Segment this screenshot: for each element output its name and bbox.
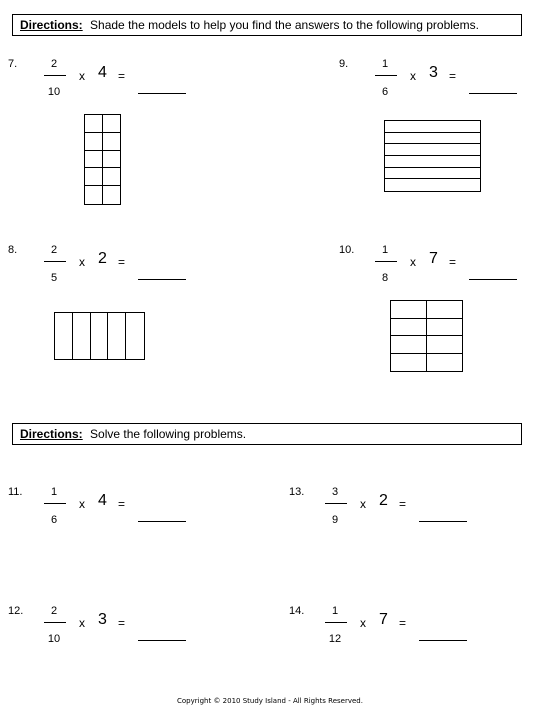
multiplier: 4 [98,492,107,509]
times-sign: x [79,255,85,269]
fraction-numerator: 1 [381,58,389,70]
model-cell[interactable] [427,354,463,372]
fraction-bar [375,261,397,262]
fraction-model-10[interactable] [390,300,463,372]
model-cell[interactable] [85,186,103,204]
problem-number: 8. [8,244,18,256]
model-cell[interactable] [385,168,480,180]
problem-number: 11. [8,486,23,498]
answer-line[interactable] [138,279,186,280]
equals-sign: = [118,497,126,511]
problem-number: 7. [8,58,18,70]
equals-sign: = [399,616,407,630]
fraction-numerator: 3 [331,486,339,498]
answer-line[interactable] [419,521,467,522]
fraction-bar [44,75,66,76]
answer-line[interactable] [419,640,467,641]
model-cell[interactable] [73,313,91,359]
model-cell[interactable] [427,336,463,354]
directions-text: Solve the following problems. [90,427,247,441]
fraction-bar [375,75,397,76]
directions-box-2 [12,423,522,445]
model-cell[interactable] [91,313,109,359]
model-cell[interactable] [85,168,103,186]
equals-sign: = [399,497,407,511]
times-sign: x [360,497,366,511]
fraction-bar [325,503,347,504]
fraction-bar [44,261,66,262]
problem-8 [8,244,208,294]
model-cell[interactable] [103,133,121,151]
fraction-numerator: 2 [50,58,58,70]
fraction-denominator: 12 [328,633,342,645]
answer-line[interactable] [138,93,186,94]
directions-box-1 [12,14,522,36]
fraction-denominator: 5 [50,272,58,284]
problem-11 [8,486,208,536]
directions-text: Shade the models to help you find the answers to the following problems. [90,18,479,32]
multiplier: 2 [379,492,388,509]
model-cell[interactable] [85,115,103,133]
equals-sign: = [118,616,126,630]
problem-10 [339,244,539,294]
copyright-footer: Copyright © 2010 Study Island - All Rights Reserved. [177,697,363,705]
times-sign: x [79,497,85,511]
problem-14 [289,605,489,655]
model-cell[interactable] [427,319,463,337]
times-sign: x [410,255,416,269]
problem-12 [8,605,208,655]
model-cell[interactable] [385,121,480,133]
model-cell[interactable] [391,301,427,319]
model-cell[interactable] [385,156,480,168]
model-cell[interactable] [391,319,427,337]
model-cell[interactable] [108,313,126,359]
directions-label: Directions: [20,18,83,32]
fraction-denominator: 6 [381,86,389,98]
fraction-bar [44,622,66,623]
multiplier: 7 [379,611,388,628]
multiplier: 4 [98,64,107,81]
problem-number: 10. [339,244,355,256]
times-sign: x [79,616,85,630]
model-cell[interactable] [391,354,427,372]
answer-line[interactable] [138,521,186,522]
model-cell[interactable] [103,115,121,133]
equals-sign: = [449,255,457,269]
problem-13 [289,486,489,536]
model-cell[interactable] [385,144,480,156]
model-cell[interactable] [103,186,121,204]
problem-9 [339,58,539,108]
multiplier: 2 [98,250,107,267]
answer-line[interactable] [138,640,186,641]
fraction-numerator: 1 [381,244,389,256]
fraction-model-8[interactable] [54,312,145,360]
fraction-model-9[interactable] [384,120,481,192]
fraction-denominator: 10 [47,86,61,98]
multiplier: 3 [429,64,438,81]
model-cell[interactable] [103,168,121,186]
model-cell[interactable] [385,133,480,145]
model-cell[interactable] [427,301,463,319]
fraction-denominator: 9 [331,514,339,526]
fraction-denominator: 8 [381,272,389,284]
equals-sign: = [449,69,457,83]
model-cell[interactable] [85,151,103,169]
fraction-numerator: 1 [331,605,339,617]
answer-line[interactable] [469,279,517,280]
model-cell[interactable] [55,313,73,359]
times-sign: x [410,69,416,83]
fraction-denominator: 6 [50,514,58,526]
multiplier: 3 [98,611,107,628]
model-cell[interactable] [85,133,103,151]
problem-number: 13. [289,486,305,498]
equals-sign: = [118,69,126,83]
fraction-numerator: 2 [50,244,58,256]
multiplier: 7 [429,250,438,267]
times-sign: x [360,616,366,630]
fraction-numerator: 1 [50,486,58,498]
problem-number: 9. [339,58,349,70]
fraction-model-7[interactable] [84,114,121,205]
model-cell[interactable] [385,179,480,191]
problem-7 [8,58,208,108]
model-cell[interactable] [391,336,427,354]
fraction-numerator: 2 [50,605,58,617]
problem-number: 14. [289,605,305,617]
fraction-bar [44,503,66,504]
problem-number: 12. [8,605,24,617]
fraction-bar [325,622,347,623]
directions-label: Directions: [20,427,83,441]
model-cell[interactable] [126,313,144,359]
model-cell[interactable] [103,151,121,169]
fraction-denominator: 10 [47,633,61,645]
equals-sign: = [118,255,126,269]
times-sign: x [79,69,85,83]
answer-line[interactable] [469,93,517,94]
